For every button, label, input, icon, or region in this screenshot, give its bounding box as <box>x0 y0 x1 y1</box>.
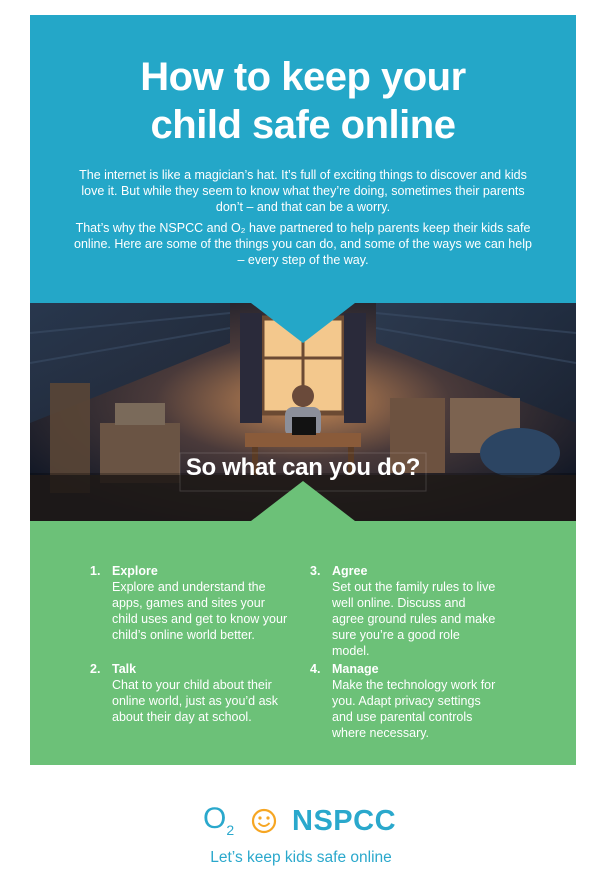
smiley-icon <box>251 808 277 834</box>
o2-logo-subscript: 2 <box>226 822 235 838</box>
step-number: 2. <box>90 662 101 676</box>
step-number: 1. <box>90 564 101 578</box>
step-number: 4. <box>310 662 321 676</box>
step-talk <box>90 661 290 725</box>
step-explore <box>90 563 290 643</box>
step-description: Set out the family rules to live well online. Discuss and agree ground rules and make sure you’re a good role model. <box>332 580 496 658</box>
intro-paragraph-2: That’s why the NSPCC and O₂ have partnered to help parents keep their kids safe online. Here are some of the things you can do, and some of the ways we can help – every step of the way. <box>74 221 532 267</box>
step-agree <box>310 563 500 659</box>
intro-paragraph-1: The internet is like a magician’s hat. It’s full of exciting things to discover and kids love it. But while they seem to know what they’re doing, sometimes their parents don’t – and that can be a worry. <box>79 168 527 214</box>
tagline: Let’s keep kids safe online <box>210 849 392 866</box>
bottom-notch <box>251 481 355 521</box>
step-number: 3. <box>310 564 321 578</box>
magician-hat <box>292 417 316 435</box>
step-title: Explore <box>112 564 158 578</box>
step-manage <box>310 661 500 741</box>
section-heading: So what can you do? <box>185 454 421 481</box>
o2-logo-letter: O <box>203 802 227 835</box>
title-line-2: child safe online <box>150 103 456 147</box>
poster <box>30 15 576 765</box>
step-description: Chat to your child about their online world, just as you’d ask about their day at school. <box>112 678 279 724</box>
step-title: Manage <box>332 662 379 676</box>
step-title: Agree <box>332 564 368 578</box>
intro-text <box>74 167 532 273</box>
step-description: Make the technology work for you. Adapt privacy settings and use parental controls where necessary. <box>332 678 496 740</box>
table <box>245 433 361 447</box>
steps-section <box>30 521 576 765</box>
header-section <box>30 15 576 303</box>
nspcc-logo: NSPCC <box>292 805 397 837</box>
page-title <box>30 53 576 149</box>
boy-head <box>292 385 314 407</box>
step-title: Talk <box>112 662 137 676</box>
title-line-1: How to keep your <box>140 55 466 99</box>
step-description: Explore and understand the apps, games and sites your child uses and get to know your child’s online world better. <box>112 580 288 642</box>
top-notch <box>251 303 355 343</box>
o2-logo <box>203 802 234 838</box>
